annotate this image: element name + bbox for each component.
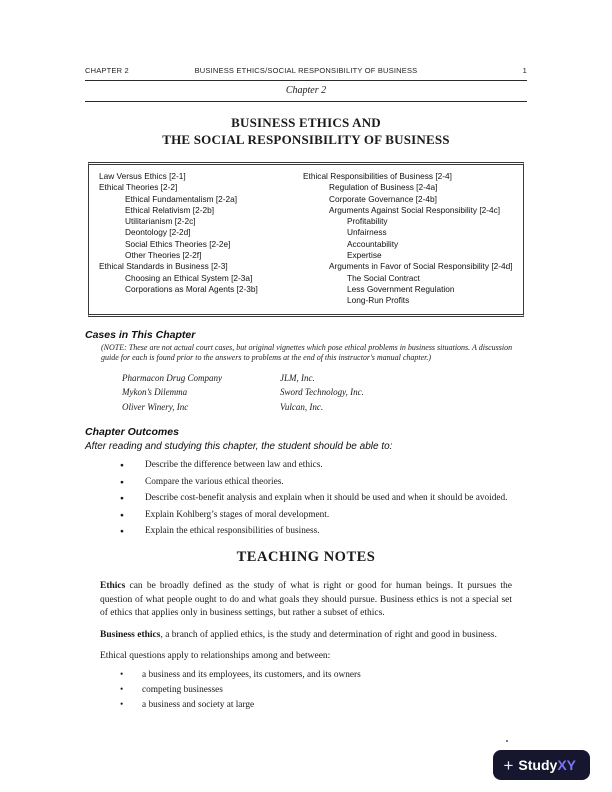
case-name: Pharmacon Drug Company: [122, 372, 222, 383]
chapter-title-line2: THE SOCIAL RESPONSIBILITY OF BUSINESS: [162, 132, 450, 147]
header-running-title: BUSINESS ETHICS/SOCIAL RESPONSIBILITY OF BUSINESS: [194, 66, 418, 75]
running-header: [85, 66, 527, 81]
case-name: Oliver Winery, Inc: [122, 401, 189, 412]
outline-item: Ethical Fundamentalism [2-2a]: [125, 193, 238, 204]
cases-heading: Cases in This Chapter: [85, 328, 196, 341]
outcome-item: ● Describe the difference between law and ethics.: [120, 459, 527, 471]
outline-item: Ethical Theories [2-2]: [99, 182, 178, 193]
relationship-item: • a business and its employees, its customers, and its owners: [120, 668, 512, 683]
outline-item: Accountability: [347, 238, 399, 249]
studyxy-wordmark: [518, 757, 576, 773]
teaching-p2-lead: Business ethics: [100, 629, 161, 640]
outline-left-column: [99, 171, 303, 307]
outline-item: Unfairness: [347, 227, 387, 238]
cases-left-column: [122, 371, 280, 415]
outline-item: Social Ethics Theories [2-2e]: [125, 238, 231, 249]
teaching-p1-text: can be broadly defined as the study of what is right or good for human beings. It pursues the question of what people ought to do and what goals they should pursue. Business ethics is not a special set of ethics that applies only in business settings, but rather a subset of ethics.: [100, 581, 512, 619]
teaching-notes-heading: TEACHING NOTES: [236, 549, 376, 566]
teaching-p2-text: , a branch of applied ethics, is the study and determination of right and good in business.: [160, 629, 497, 640]
outcome-item: ● Explain the ethical responsibilities of business.: [120, 525, 527, 537]
outcome-item: ● Describe cost-benefit analysis and explain when it should be used and when it should be avoided.: [120, 492, 527, 504]
outcome-item: ● Explain Kohlberg’s stages of moral development.: [120, 509, 527, 521]
outline-item: Regulation of Business [2-4a]: [329, 182, 438, 193]
wordmark-xy: XY: [557, 757, 576, 773]
case-name: Mykon’s Dilemma: [122, 387, 188, 398]
plus-icon: +: [503, 755, 514, 775]
outline-item: Corporations as Moral Agents [2-3b]: [125, 283, 258, 294]
header-chapter-label: CHAPTER 2: [85, 66, 129, 75]
outline-item: Profitability: [347, 216, 388, 227]
outline-item: Law Versus Ethics [2-1]: [99, 171, 186, 181]
outline-item: Less Government Regulation: [347, 283, 455, 294]
cases-right-column: [280, 371, 364, 415]
teaching-paragraph-2: [100, 629, 512, 643]
outline-item: Utilitarianism [2-2c]: [125, 216, 196, 227]
stray-mark: [506, 740, 508, 742]
wordmark-study: Study: [518, 757, 558, 773]
outline-item: Expertise: [347, 250, 382, 261]
outline-item: Long-Run Profits: [347, 295, 410, 306]
studyxy-logo: [493, 750, 590, 780]
outline-right-column: [303, 171, 513, 307]
chapter-label: Chapter 2: [85, 81, 527, 102]
cases-list: [122, 371, 527, 415]
chapter-title-line1: BUSINESS ETHICS AND: [231, 115, 381, 130]
outcomes-list: [120, 459, 527, 537]
relationship-item: • a business and society at large: [120, 698, 512, 713]
outline-item: Ethical Responsibilities of Business [2-4]: [303, 171, 452, 181]
case-name: JLM, Inc.: [280, 372, 315, 383]
teaching-paragraph-1: [100, 580, 512, 621]
case-name: Sword Technology, Inc.: [280, 387, 364, 398]
teaching-p1-lead: Ethics: [100, 581, 126, 592]
chapter-outline-box: [88, 162, 524, 317]
teaching-paragraph-3: Ethical questions apply to relationships among and between:: [100, 651, 331, 662]
relationship-list: [120, 668, 512, 713]
cases-note: (NOTE: These are not actual court cases, but original vignettes which pose ethical problems in business situations. A discussion guide for each is found prior to the answers to problems at the end of this instructor's manual chapter.): [101, 342, 513, 363]
chapter-title: [85, 114, 527, 148]
outline-item: Choosing an Ethical System [2-3a]: [125, 272, 253, 283]
outcome-item: ● Compare the various ethical theories.: [120, 476, 527, 488]
outcomes-intro: After reading and studying this chapter, the student should be able to:: [85, 441, 393, 453]
outline-item: Arguments in Favor of Social Responsibility [2-4d]: [329, 261, 513, 272]
outline-item: Arguments Against Social Responsibility [2-4c]: [329, 204, 501, 215]
outline-item: The Social Contract: [347, 272, 420, 283]
outline-item: Ethical Relativism [2-2b]: [125, 204, 214, 215]
outline-item: Deontology [2-2d]: [125, 227, 191, 238]
outline-item: Ethical Standards in Business [2-3]: [99, 261, 228, 272]
outline-item: Other Theories [2-2f]: [125, 250, 202, 261]
case-name: Vulcan, Inc.: [280, 401, 324, 412]
outcomes-heading: Chapter Outcomes: [85, 426, 179, 439]
header-page-number: 1: [522, 66, 527, 75]
outline-item: Corporate Governance [2-4b]: [329, 193, 437, 204]
relationship-item: • competing businesses: [120, 683, 512, 698]
